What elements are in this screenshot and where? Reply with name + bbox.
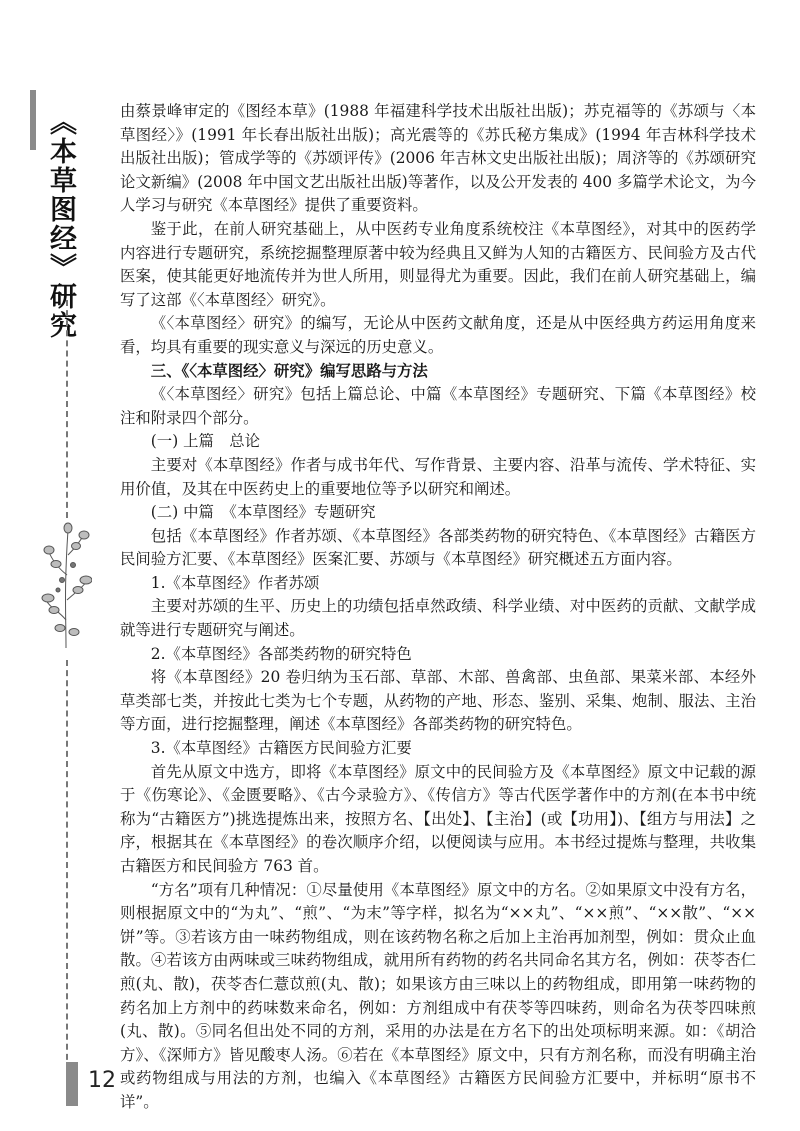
paragraph: 包括《本草图经》作者苏颂、《本草图经》各部类药物的研究特色、《本草图经》古籍医方民间验方汇要、《本草图经》医案汇要、苏颂与《本草图经》研究概述五方面内容。: [120, 526, 756, 569]
section-heading: 三、《〈本草图经〉研究》编写思路与方法: [150, 361, 428, 380]
paragraph: 将《本草图经》20 卷归纳为玉石部、草部、木部、兽禽部、虫鱼部、果菜米部、本经外草类部七类，并按此七类为七个专题，从药物的产地、形态、鉴别、采集、炮制、服法、主治等方面，进行挖掘整理，阐述《本草图经》各部类药物的研究特色。: [120, 668, 756, 734]
paragraph: 主要对苏颂的生平、历史上的功绩包括卓然政绩、科学业绩、对中医药的贡献、文献学成就等进行专题研究与阐述。: [120, 597, 756, 640]
subsection-heading: (一) 上篇 总论: [150, 432, 261, 451]
item-heading: 3.《本草图经》古籍医方民间验方汇要: [150, 739, 412, 758]
paragraph: 鉴于此，在前人研究基础上，从中医药专业角度系统校注《本草图经》，对其中的医药学内容进行专题研究，系统挖掘整理原著中较为经典且又鲜为人知的古籍医方、民间验方及古代医案，使其能更好地流传并为世人所用，则显得尤为重要。因此，我们在前人研究基础上，编写了这部《〈本草图经〉研究》。: [120, 219, 756, 309]
running-title: 《本草图经》研究: [45, 108, 76, 340]
body-text: [120, 100, 756, 1115]
paragraph: 《〈本草图经〉研究》包括上篇总论、中篇《本草图经》专题研究、下篇《本草图经》校注和附录四个部分。: [120, 385, 756, 427]
margin-decoration: [0, 0, 95, 1131]
paragraph: 主要对《本草图经》作者与成书年代、写作背景、主要内容、沿革与流传、学术特征、实用价值，及其在中医药史上的重要地位等予以研究和阐述。: [120, 455, 756, 498]
paragraph: 由蔡景峰审定的《图经本草》(1988 年福建科学技术出版社出版)；苏克福等的《苏颂与〈本草图经〉》(1991 年长春出版社出版)；高光震等的《苏氏秘方集成》(1994 年吉林科学技术出版社出版)；管成学等的《苏颂评传》(2006 年吉林文史出版社出版)；周济等的《苏颂研究论文新编》(2008 年中国文艺出版社出版)等著作，以及公开发表的 400 多篇学术论文，为今人学习与研究《本草图经》提供了重要资料。: [120, 102, 756, 215]
paragraph: 首先从原文中选方，即将《本草图经》原文中的民间验方及《本草图经》原文中记载的源于《伤寒论》、《金匮要略》、《古今录验方》、《传信方》等古代医学著作中的方剂(在本书中统称为“古籍医方”)挑选提炼出来，按照方名、【出处】、【主治】(或【功用】)、【组方与用法】之序，根据其在《本草图经》的卷次顺序介绍，以便阅读与应用。本书经过提炼与整理，共收集古籍医方和民间验方 763 首。: [120, 762, 756, 875]
paragraph: 《〈本草图经〉研究》的编写，无论从中医药文献角度，还是从中医经典方药运用角度来看，均具有重要的现实意义与深远的历史意义。: [120, 314, 756, 356]
bottom-gray-bar: [66, 1062, 78, 1106]
paragraph: “方名”项有几种情况：①尽量使用《本草图经》原文中的方名。②如果原文中没有方名，则根据原文中的“为丸”、“煎”、“为末”等字样，拟名为“××丸”、“××煎”、“××散”、“××饼”等。③若该方由一味药物组成，则在该药物名称之后加上主治再加剂型，例如：贯众止血散。④若该方由两味或三味药物组成，就用所有药物的药名共同命名其方名，例如：茯苓杏仁煎(丸、散)，茯苓杏仁薏苡煎(丸、散)；如果该方由三味以上的药物组成，即用第一味药物的药名加上方剂中的药味数来命名，例如：方剂组成中有茯苓等四味药，则命名为茯苓四味煎(丸、散)。⑤同名但出处不同的方剂，采用的办法是在方名下的出处项标明来源。如：《胡洽方》、《深师方》皆见酸枣人汤。⑥若在《本草图经》原文中，只有方剂名称，而没有明确主治或药物组成与用法的方剂，也编入《本草图经》古籍医方民间验方汇要中，并标明“原书不详”。: [120, 880, 756, 1111]
top-gray-bar: [30, 90, 36, 150]
plant-illustration-icon: [40, 520, 92, 650]
dashed-line-bottom: [66, 660, 68, 1070]
item-heading: 1.《本草图经》作者苏颂: [150, 573, 320, 592]
dashed-line-top: [66, 300, 68, 518]
subsection-heading: (二) 中篇 《本草图经》专题研究: [150, 503, 376, 522]
page-number: 12: [88, 1068, 116, 1093]
item-heading: 2.《本草图经》各部类药物的研究特色: [150, 644, 412, 663]
